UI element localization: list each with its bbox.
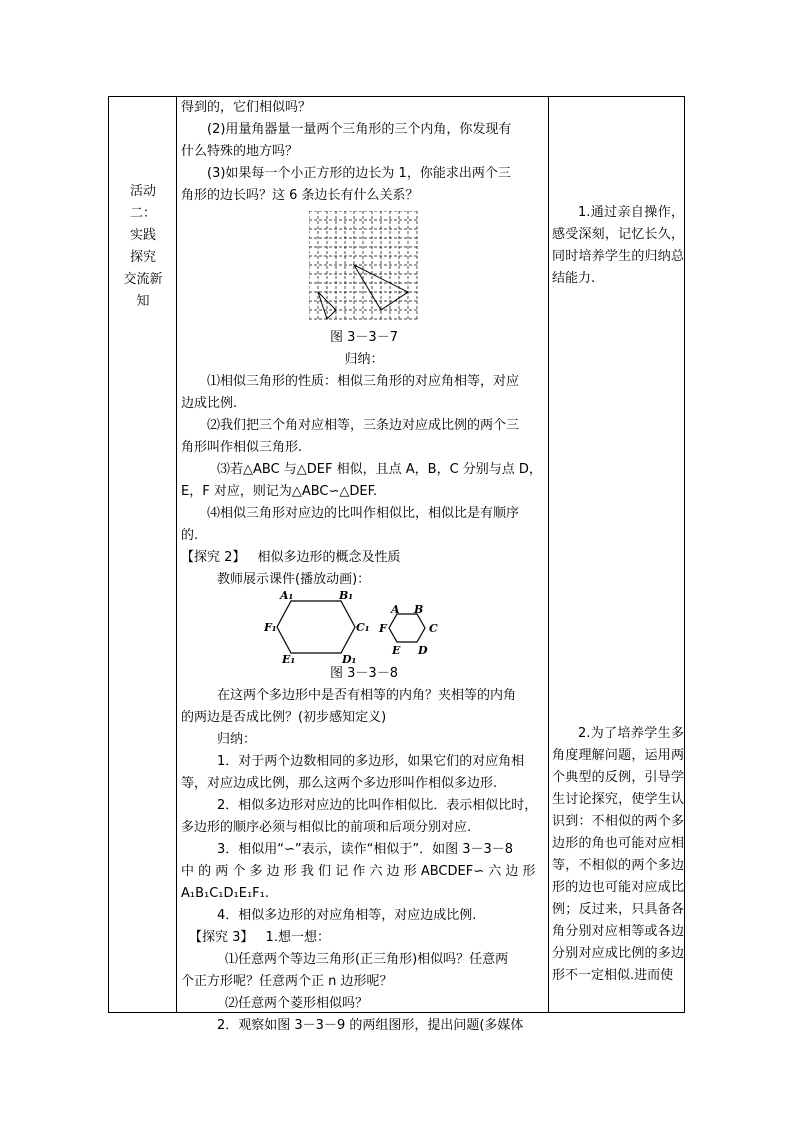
vertex-label: A₁ [280,591,294,602]
vertex-label: B [414,603,424,616]
design-intent-2: 2.为了培养学生多角度理解问题，运用两个典型的反例，引导学生讨论探究，使学生认识到：不相似的两个多边形的角也可能对应相等，不相似的两个多边形的边也可能对应成比例；反过来，只具备各角分别对应相等或各边分别对应成比例的多边形不一定相似.进而使 [552,726,684,983]
section-label: 【探究 2】 [181,550,246,565]
text-line: 3．相似用“∽”表示，读作“相似于”．如图 3－3－8 [217,842,514,857]
small-hexagon [389,614,425,642]
text-line: 在这两个多边形中是否有相等的内角？夹相等的内角 [217,688,517,703]
text-line: 中 的 两 个 多 边 形 我 们 记 作 六 边 形 ABCDEF∽ 六 边 形 [181,864,536,879]
text-line: 多边形的顺序必须与相似比的前项和后项分别对应. [181,820,472,835]
text-line: 2．相似多边形对应边的比叫作相似比．表示相似比时， [217,798,538,813]
section-heading [181,547,547,569]
grid-triangles-figure [309,211,419,321]
text-line: ⑵任意两个菱形相似吗？ [225,996,369,1011]
text-line: 什么特殊的地方吗？ [181,144,299,159]
text-line: 1．对于两个边数相同的多边形，如果它们的对应角相 [217,754,525,769]
activity-line: 知 [136,294,150,309]
text-line: 等，对应边成比例，那么这两个多边形叫作相似多边形. [181,776,498,791]
text-line: 角形的边长吗？这 6 条边长有什么关系？ [181,188,419,203]
figure-caption: 图 3－3－8 [330,666,398,681]
vertex-label: B₁ [339,591,354,602]
text-line: (2)用量角器量一量两个三角形的三个内角，你发现有 [207,122,512,137]
activity-line: 二： [129,206,156,221]
design-intent-1: 1.通过亲自操作，感受深刻，记忆长久，同时培养学生的归纳总结能力. [552,205,684,286]
hexagons-figure [264,591,464,663]
activity-line: 探究 [129,250,156,265]
text-line: ⑶若△ABC 与△DEF 相似，且点 A，B，C 分别与点 D， [217,462,542,477]
main-content [181,97,547,1037]
lesson-table [108,96,685,1033]
vertex-label: C₁ [356,621,370,634]
section-title: 1.想一想： [265,930,330,945]
text-line: ⑵我们把三个角对应相等，三条边对应成比例的两个三 [207,418,520,433]
vertex-label: E₁ [282,653,296,663]
text-line: 的. [181,528,199,543]
text-line: 2．观察如图 3－3－9 的两组图形，提出问题(多媒体 [217,1018,524,1033]
text-line: E，F 对应，则记为△ABC∽△DEF. [181,484,378,499]
text-line: 边成比例. [181,396,238,411]
section-title: 相似多边形的概念及性质 [257,550,401,565]
vertex-label: A [391,603,400,616]
vertex-label: D₁ [342,653,357,663]
vertex-label: F [379,622,387,635]
summary-heading: 归纳： [217,732,257,747]
vertex-label: F₁ [264,621,277,634]
text-line: (3)如果每一个小正方形的边长为 1，你能求出两个三 [207,166,511,181]
activity-label [109,181,177,313]
vertex-label: C [429,622,438,635]
vertex-label: D [418,644,428,657]
large-hexagon [277,601,355,653]
text-line: ⑴相似三角形的性质：相似三角形的对应角相等，对应 [207,374,520,389]
vertex-label: E [392,644,401,657]
summary-heading: 归纳： [344,352,384,367]
section-heading [181,927,547,949]
figure-caption: 图 3－3－7 [330,330,398,345]
text-line: A₁B₁C₁D₁E₁F₁. [181,886,269,901]
column-divider-2 [548,97,549,1012]
activity-line: 实践 [129,228,156,243]
text-line: 的两边是否成比例？(初步感知定义) [181,710,387,725]
text-line: 角形叫作相似三角形. [181,440,303,455]
activity-line: 交流新 [123,272,163,287]
text-line: 4．相似多边形的对应角相等，对应边成比例. [217,908,477,923]
text-line: 得到的，它们相似吗？ [181,100,312,115]
text-line: 个正方形呢？任意两个正 n 边形呢？ [181,974,393,989]
text-line: 教师展示课件(播放动画)： [217,572,371,587]
text-line: ⑷相似三角形对应边的比叫作相似比，相似比是有顺序 [207,506,520,521]
text-line: ⑴任意两个等边三角形(正三角形)相似吗？任意两 [225,952,509,967]
activity-line: 活动 [129,184,156,199]
section-label: 【探究 3】 [189,930,254,945]
